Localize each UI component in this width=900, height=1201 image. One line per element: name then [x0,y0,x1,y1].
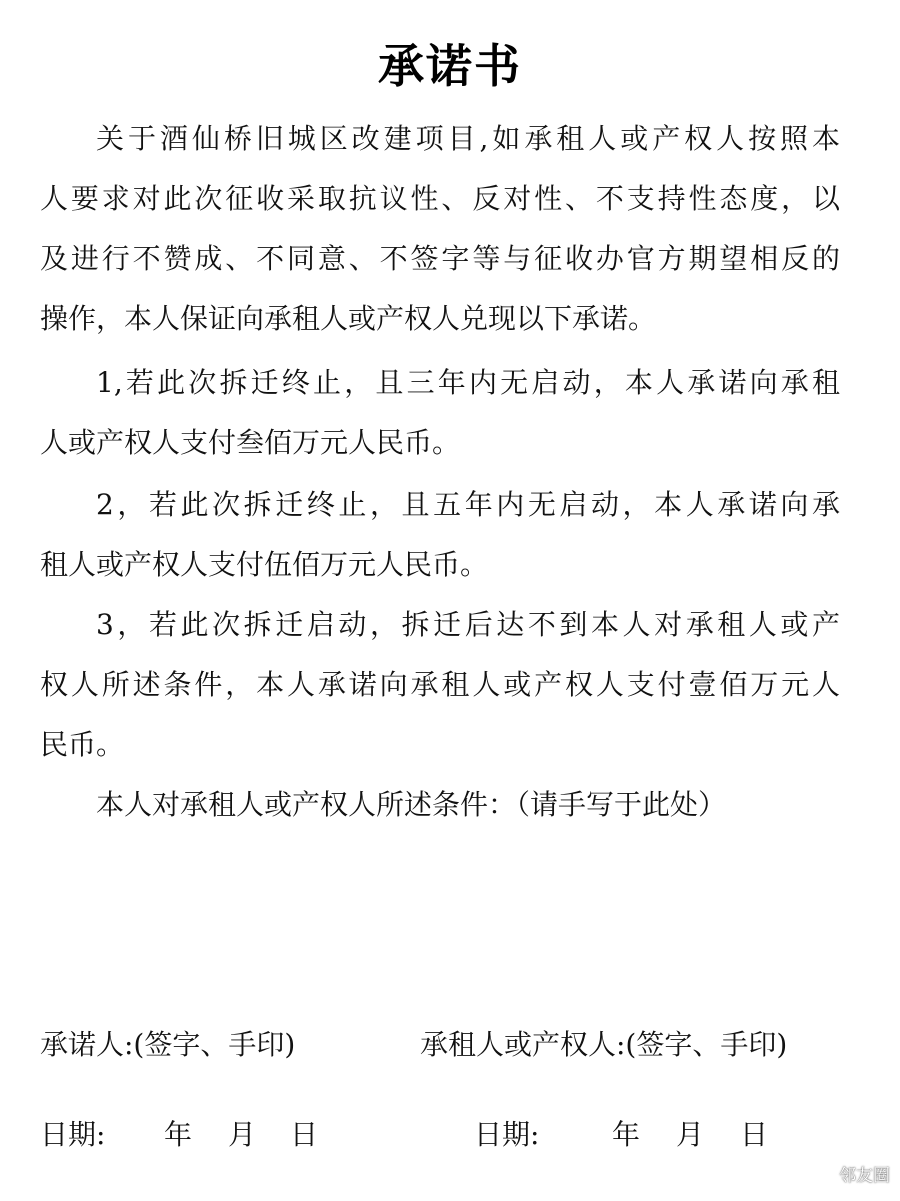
owner-signature-label: 承租人或产权人:(签字、手印) [420,1028,788,1061]
intro-line: 人要求对此次征收采取抗议性、反对性、不支持性态度，以 [40,182,840,215]
promisor-month-label: 月 [228,1118,257,1151]
owner-date-label: 日期: [474,1118,540,1151]
conditions-prompt: 本人对承租人或产权人所述条件：（请手写于此处） [96,788,727,821]
clause-2-line: 租人或产权人支付伍佰万元人民币。 [40,548,489,581]
promisor-date-label: 日期: [40,1118,106,1151]
promisor-day-label: 日 [290,1118,319,1151]
owner-year-label: 年 [612,1118,641,1151]
clause-1-line: 人或产权人支付叁佰万元人民币。 [40,426,461,459]
promisor-signature-label: 承诺人:(签字、手印) [40,1028,296,1061]
owner-day-label: 日 [740,1118,769,1151]
handwriting-area[interactable] [40,840,840,1010]
clause-3-line: 3，若此次拆迁启动，拆迁后达不到本人对承租人或产 [96,608,840,641]
watermark-text: 邻友圈 [839,1166,890,1186]
clause-1-line: 1,若此次拆迁终止，且三年内无启动，本人承诺向承租 [96,366,840,399]
intro-line: 及进行不赞成、不同意、不签字等与征收办官方期望相反的 [40,242,840,275]
clause-2-line: 2，若此次拆迁终止，且五年内无启动，本人承诺向承 [96,488,840,521]
intro-line: 操作，本人保证向承租人或产权人兑现以下承诺。 [40,302,657,335]
promisor-year-label: 年 [164,1118,193,1151]
intro-line: 关于酒仙桥旧城区改建项目,如承租人或产权人按照本 [96,122,840,155]
document-title: 承诺书 [378,39,522,93]
owner-month-label: 月 [676,1118,705,1151]
clause-3-line: 民币。 [40,728,125,761]
clause-3-line: 权人所述条件，本人承诺向承租人或产权人支付壹佰万元人 [40,668,840,701]
